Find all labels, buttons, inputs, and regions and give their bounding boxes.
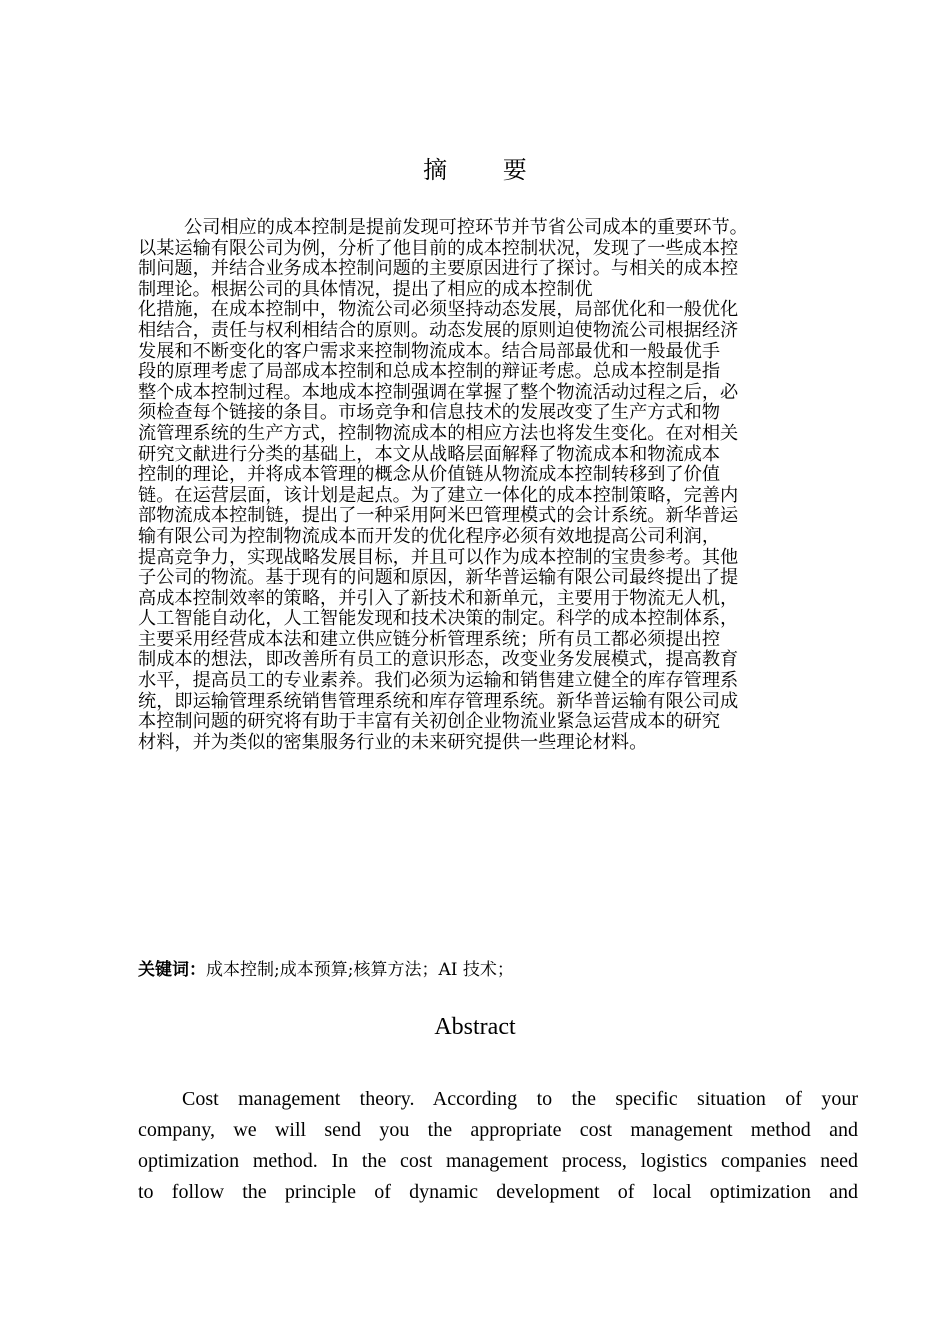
abstract-line: 本控制问题的研究将有助于丰富有关初创企业物流业紧急运营成本的研究 xyxy=(138,711,721,733)
abstract-line: 高成本控制效率的策略，并引入了新技术和新单元，主要用于物流无人机， xyxy=(138,587,739,609)
keywords-value: 成本控制;成本预算;核算方法；AI 技术； xyxy=(206,960,514,980)
abstract-line: 流管理系统的生产方式，控制物流成本的相应方法也将发生变化。在对相关 xyxy=(138,422,739,444)
abstract-line: 以某运输有限公司为例，分析了他目前的成本控制状况，发现了一些成本控 xyxy=(138,237,739,259)
abstract-line: 段的原理考虑了局部成本控制和总成本控制的辩证考虑。总成本控制是指 xyxy=(138,361,721,383)
english-abstract-line: to follow the principle of dynamic development of local optimization and xyxy=(138,1181,858,1203)
abstract-line: 人工智能自动化，人工智能发现和技术决策的制定。科学的成本控制体系， xyxy=(138,608,739,630)
abstract-line: 水平，提高员工的专业素养。我们必须为运输和销售建立健全的库存管理系 xyxy=(138,670,739,692)
abstract-line: 链。在运营层面，该计划是起点。为了建立一体化的成本控制策略，完善内 xyxy=(138,484,739,506)
abstract-line: 发展和不断变化的客户需求来控制物流成本。结合局部最优和一般最优手 xyxy=(138,340,721,362)
chinese-abstract-title: 摘 要 xyxy=(423,156,551,184)
english-abstract-title: Abstract xyxy=(434,1014,516,1040)
abstract-line: 相结合，责任与权利相结合的原则。动态发展的原则迫使物流公司根据经济 xyxy=(138,319,739,341)
abstract-line: 主要采用经营成本法和建立供应链分析管理系统；所有员工都必须提出控 xyxy=(138,628,721,650)
abstract-line: 材料，并为类似的密集服务行业的未来研究提供一些理论材料。 xyxy=(138,731,648,753)
abstract-line: 须检查每个链接的条目。市场竞争和信息技术的发展改变了生产方式和物 xyxy=(138,402,721,424)
abstract-line: 制问题，并结合业务成本控制问题的主要原因进行了探讨。与相关的成本控 xyxy=(138,258,739,280)
abstract-line: 制理论。根据公司的具体情况，提出了相应的成本控制优 xyxy=(138,278,593,300)
keywords-label: 关键词： xyxy=(138,960,206,980)
abstract-line: 子公司的物流。基于现有的问题和原因，新华普运输有限公司最终提出了提 xyxy=(138,567,739,589)
abstract-line: 制成本的想法，即改善所有员工的意识形态，改变业务发展模式，提高教育 xyxy=(138,649,739,671)
abstract-line: 化措施，在成本控制中，物流公司必须坚持动态发展，局部优化和一般优化 xyxy=(138,299,739,321)
english-abstract-body xyxy=(138,1084,858,1208)
english-abstract-line: Cost management theory. According to the specific situation of your xyxy=(182,1088,858,1110)
abstract-line: 部物流成本控制链，提出了一种采用阿米巴管理模式的会计系统。新华普运 xyxy=(138,505,739,527)
abstract-line: 统，即运输管理系统销售管理系统和库存管理系统。新华普运输有限公司成 xyxy=(138,690,739,712)
english-abstract-line: optimization method. In the cost management process, logistics companies need xyxy=(138,1150,858,1172)
chinese-abstract-body xyxy=(138,218,858,753)
abstract-line: 控制的理论，并将成本管理的概念从价值链从物流成本控制转移到了价值 xyxy=(138,464,721,486)
keywords-line xyxy=(138,955,514,980)
abstract-line: 整个成本控制过程。本地成本控制强调在掌握了整个物流活动过程之后，必 xyxy=(138,381,739,403)
abstract-line: 提高竞争力，实现战略发展目标，并且可以作为成本控制的宝贵参考。其他 xyxy=(138,546,739,568)
abstract-line: 公司相应的成本控制是提前发现可控环节并节省公司成本的重要环节。 xyxy=(184,217,748,238)
english-abstract-line: company, we will send you the appropriate cost management method and xyxy=(138,1119,858,1141)
abstract-line: 研究文献进行分类的基础上，本文从战略层面解释了物流成本和物流成本 xyxy=(138,443,721,465)
abstract-line: 输有限公司为控制物流成本而开发的优化程序必须有效地提高公司利润， xyxy=(138,525,721,547)
